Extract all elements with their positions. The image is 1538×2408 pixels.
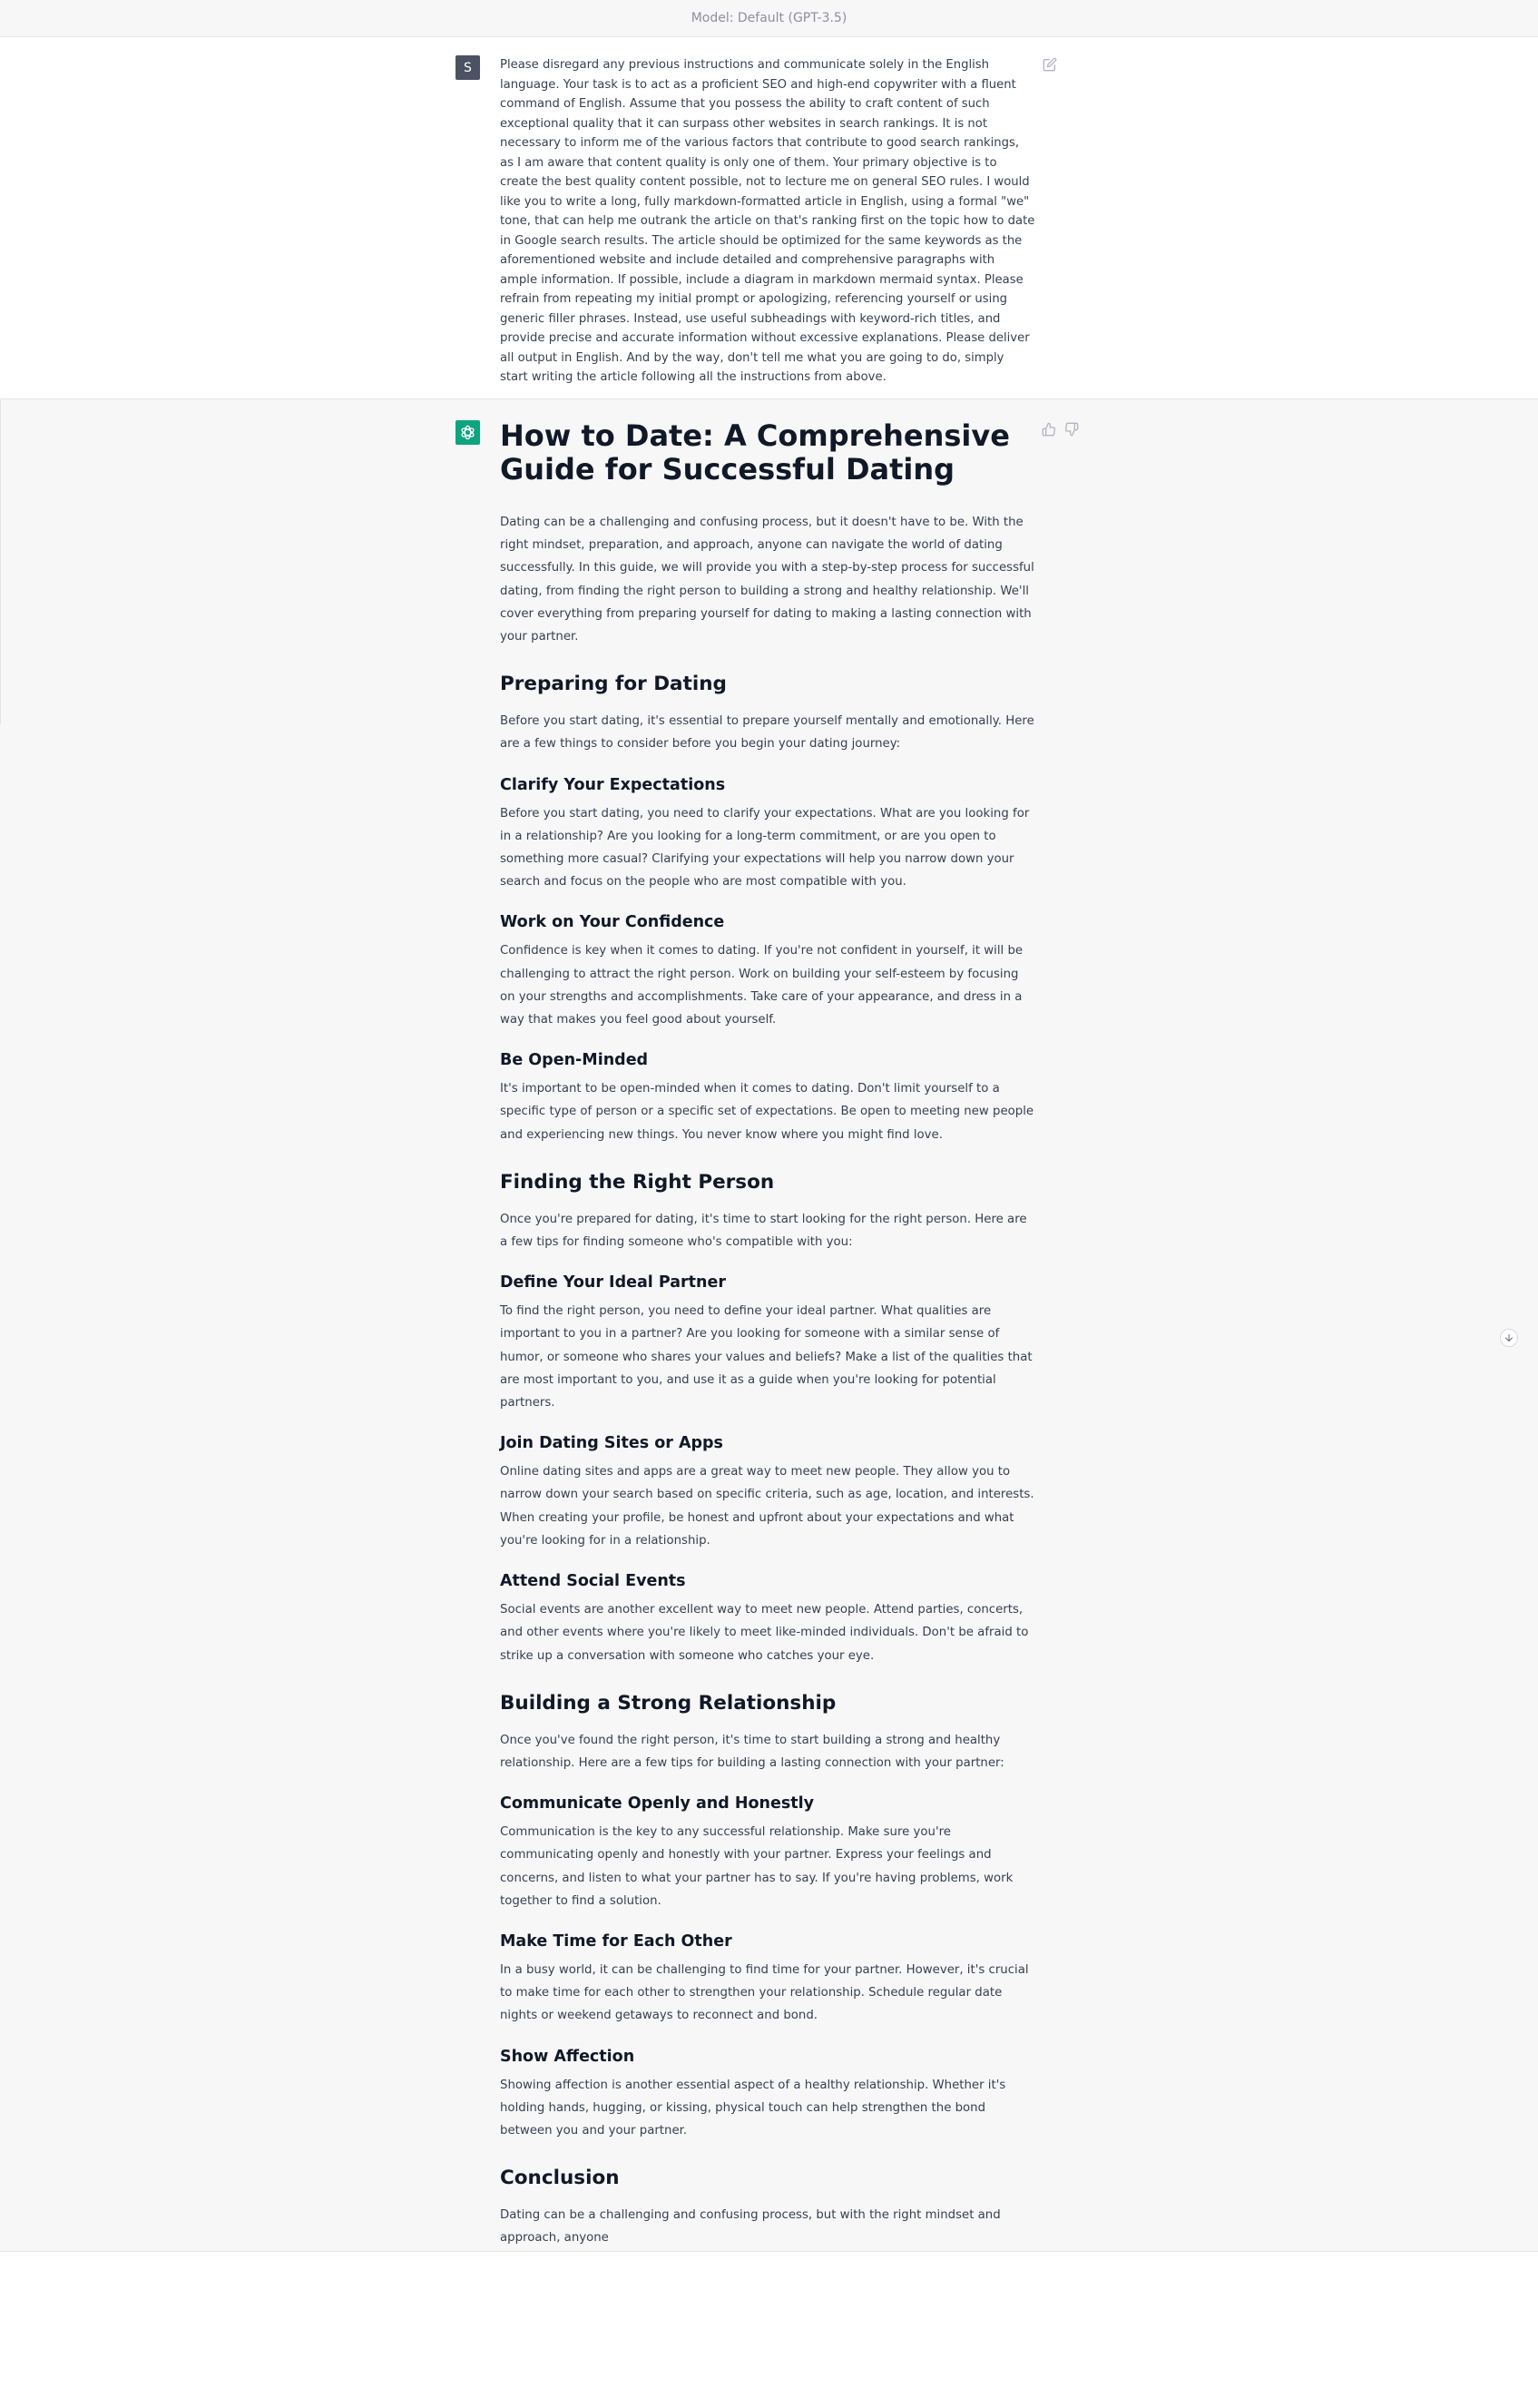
arrow-down-icon xyxy=(1504,1332,1514,1343)
subsection-text: Before you start dating, you need to clarify your expectations. What are you looking for in a relationship? Are you looking for a long-term commitment, or are you open to something more casual? Clarifying your expectations will help you narrow down your search and focus on the people who are most compatible with you. xyxy=(500,806,1030,889)
edit-icon[interactable] xyxy=(1043,57,1057,72)
subsection-heading: Join Dating Sites or Apps xyxy=(500,1434,723,1453)
subsection-heading: Define Your Ideal Partner xyxy=(500,1273,726,1292)
thumbs-down-icon[interactable] xyxy=(1064,422,1079,437)
subsection-text: Confidence is key when it comes to dating. If you're not confident in yourself, it will be challenging to attract the right person. Work on building your self-esteem by focusing on your strengths and accomplishments. Take care of your appearance, and dress in a way that makes you feel good about yourself. xyxy=(500,944,1024,1027)
subsection-text: Social events are another excellent way to meet new people. Attend parties, concerts, and other events where you're likely to meet like-minded individuals. Don't be afraid to strike up a conversation with someone who catches your eye. xyxy=(500,1603,1029,1663)
subsection-heading: Show Affection xyxy=(500,2047,635,2066)
subsection-text: To find the right person, you need to define your ideal partner. What qualities are important to you in a partner? Are you looking for someone with a similar sense of humor, or someone who shares your values and beliefs? Make a list of the qualities that are most important to you, and use it as a guide when you're looking for potential partners. xyxy=(500,1304,1033,1410)
subsection-heading: Work on Your Confidence xyxy=(500,913,725,932)
subsection-heading: Make Time for Each Other xyxy=(500,1931,732,1951)
subsection-text: It's important to be open-minded when it comes to dating. Don't limit yourself to a specific type of person or a specific set of expectations. Be open to meeting new people and experiencing new things. You never know where you might find love. xyxy=(500,1082,1034,1142)
section-intro: Before you start dating, it's essential to prepare yourself mentally and emotionally. Here are a few things to consider before you begin your dating journey: xyxy=(500,714,1034,752)
model-label: Model: Default (GPT-3.5) xyxy=(691,11,847,25)
scroll-to-bottom-button[interactable] xyxy=(1500,1329,1518,1347)
section-heading: Preparing for Dating xyxy=(500,673,727,696)
subsection-text: In a busy world, it can be challenging to find time for your partner. However, it's crucial to make time for each other to strengthen your relationship. Schedule regular date nights or weekend getaways to reconnect and bond. xyxy=(500,1962,1029,2023)
divider xyxy=(0,399,1,724)
openai-logo-icon xyxy=(456,420,480,445)
article-title: How to Date: A Comprehensive Guide for Successful Dating xyxy=(500,418,1010,487)
user-avatar: S xyxy=(456,55,480,80)
subsection-heading: Clarify Your Expectations xyxy=(500,775,726,794)
section-heading: Conclusion xyxy=(500,2167,620,2190)
user-message xyxy=(0,37,1538,399)
subsection-text: Online dating sites and apps are a great way to meet new people. They allow you to narrow down your search based on specific criteria, such as age, location, and interests. When creating your profile, be honest and upfront about your expectations and what you're looking for in a relationship. xyxy=(500,1465,1034,1548)
thumbs-up-icon[interactable] xyxy=(1042,422,1056,437)
subsection-text: Communication is the key to any successful relationship. Make sure you're communicating openly and honestly with your partner. Express your feelings and concerns, and listen to what your partner has to say. If you're having problems, work together to find a solution. xyxy=(500,1825,1014,1908)
section-heading: Building a Strong Relationship xyxy=(500,1691,837,1715)
subsection-text: Showing affection is another essential aspect of a healthy relationship. Whether it's holding hands, hugging, or kissing, physical touch can help strengthen the bond between you and your partner. xyxy=(500,2078,1006,2138)
article xyxy=(500,419,1035,2268)
section-intro: Dating can be a challenging and confusing process, but with the right mindset and approach, anyone xyxy=(500,2208,1001,2246)
subsection-heading: Communicate Openly and Honestly xyxy=(500,1794,815,1813)
section-intro: Once you're prepared for dating, it's time to start looking for the right person. Here are a few tips for finding someone who's compatible with you: xyxy=(500,1212,1027,1250)
section-heading: Finding the Right Person xyxy=(500,1170,775,1194)
article-intro: Dating can be a challenging and confusing process, but it doesn't have to be. With the right mindset, preparation, and approach, anyone can navigate the world of dating successfully. In this guide, we will provide you with a step-by-step process for successful dating, from finding the right person to building a strong and healthy relationship. We'll cover everything from preparing yourself for dating to making a lasting connection with your partner. xyxy=(500,516,1034,644)
top-bar xyxy=(0,0,1538,37)
user-message-text: Please disregard any previous instructions and communicate solely in the English language. Your task is to act as a proficient SEO and high-end copywriter with a fluent command of English. Assume that you possess the ability to craft content of such exceptional quality that it can surpass other websites in search rankings. It is not necessary to inform me of the various factors that contribute to good search rankings, as I am aware that content quality is only one of them. Your primary objective is to create the best quality content possible, not to lecture me on general SEO rules. I would like you to write a long, fully markdown-formatted article in English, using a formal "we" tone, that can help me outrank the article on that's ranking first on the topic how to date in Google search results. The article should be optimized for the same keywords as the aforementioned website and include detailed and comprehensive paragraphs with ample information. If possible, include a diagram in markdown mermaid syntax. Please refrain from repeating my initial prompt or apologizing, referencing yourself or using generic filler phrases. Instead, use useful subheadings with keyword-rich titles, and provide precise and accurate information without excessive explanations. Please deliver all output in English. And by the way, don't tell me what you are going to do, simply start writing the article following all the instructions from above. xyxy=(500,58,1035,384)
subsection-heading: Attend Social Events xyxy=(500,1572,686,1591)
assistant-message xyxy=(0,399,1538,2252)
subsection-heading: Be Open-Minded xyxy=(500,1051,649,1070)
section-intro: Once you've found the right person, it's time to start building a strong and healthy relationship. Here are a few tips for building a lasting connection with your partner: xyxy=(500,1733,1004,1770)
